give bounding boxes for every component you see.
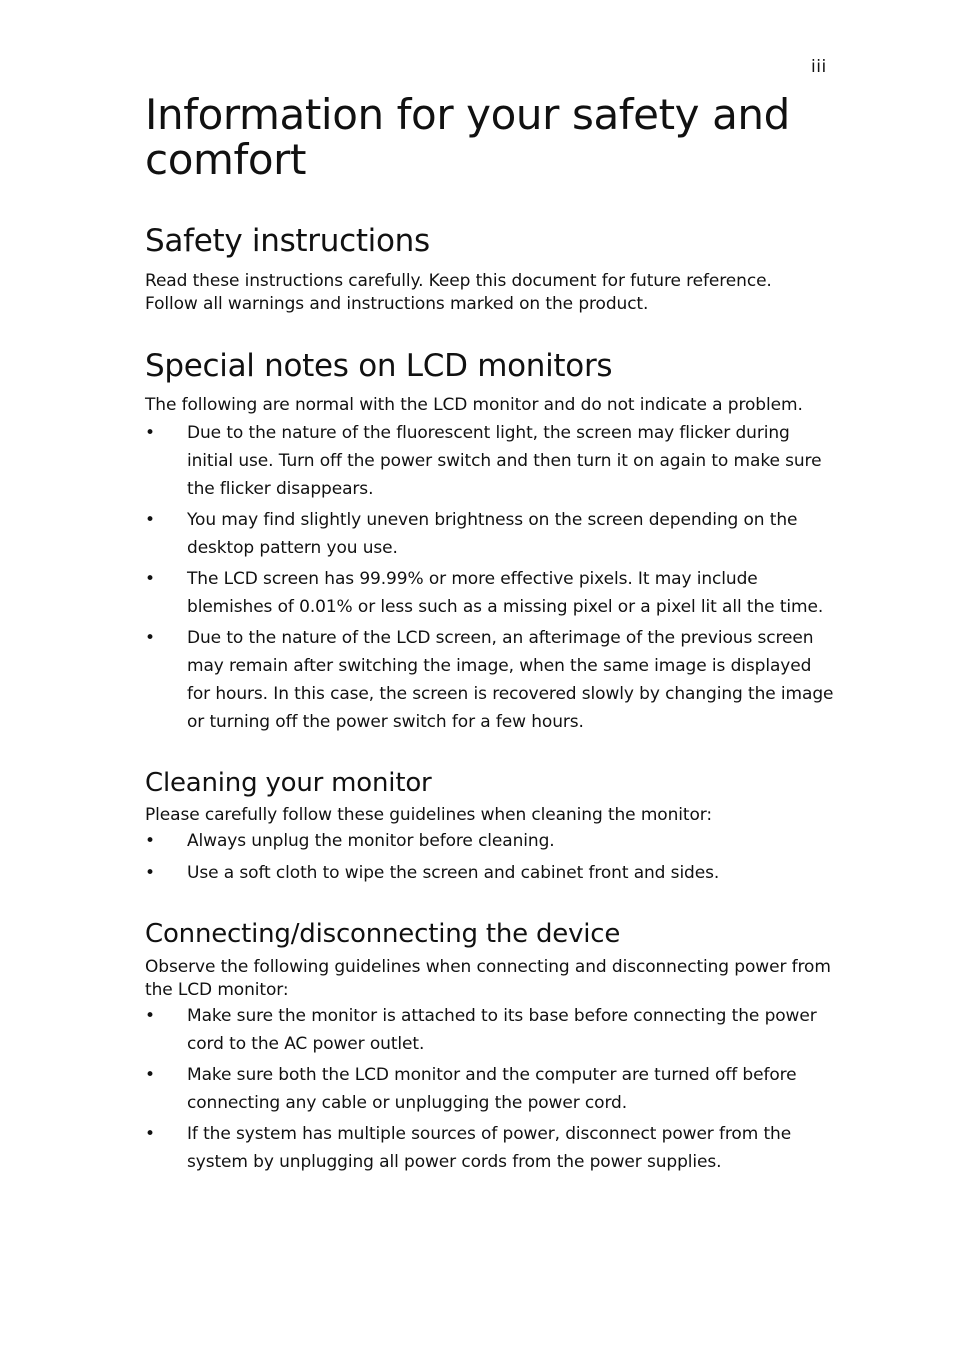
list-item-text: Due to the nature of the LCD screen, an afterimage of the previous screen may remain after switching the image, when the same image is displayed for hours. In this case, the screen is recovered slowly by changing the image or turning off the power switch for a few hours. [187, 628, 834, 732]
list-item-text: Make sure both the LCD monitor and the computer are turned off before connecting any cable or unplugging the power cord. [187, 1065, 797, 1113]
bullet-list [145, 827, 835, 887]
bullet-icon: • [145, 510, 155, 530]
list-item-text: Due to the nature of the fluorescent light, the screen may flicker during initial use. Turn off the power switch and then turn it on again to make sure the flicker disappears. [187, 423, 822, 499]
bullet-icon: • [145, 569, 155, 589]
list-item [145, 624, 835, 736]
bullet-icon: • [145, 423, 155, 443]
intro-line: Read these instructions carefully. Keep this document for future reference. [145, 271, 772, 291]
section-heading: Safety instructions [145, 223, 430, 259]
connecting-section [145, 918, 835, 1176]
bullet-icon: • [145, 831, 155, 851]
section-intro: Please carefully follow these guidelines when cleaning the monitor: [145, 805, 712, 825]
section-intro: Observe the following guidelines when connecting and disconnecting power from the LCD monitor: [145, 957, 831, 1000]
bullet-icon: • [145, 1065, 155, 1085]
intro-line: Follow all warnings and instructions marked on the product. [145, 294, 649, 314]
list-item-text: The LCD screen has 99.99% or more effective pixels. It may include blemishes of 0.01% or less such as a missing pixel or a pixel lit all the time. [187, 569, 824, 617]
list-item [145, 827, 835, 855]
bullet-icon: • [145, 863, 155, 883]
section-intro: The following are normal with the LCD monitor and do not indicate a problem. [145, 395, 803, 415]
list-item-text: Always unplug the monitor before cleaning. [187, 831, 555, 851]
list-item [145, 419, 835, 503]
section-intro [145, 270, 835, 316]
list-item-text: If the system has multiple sources of power, disconnect power from the system by unplugging all power cords from the power supplies. [187, 1124, 792, 1172]
bullet-list [145, 419, 835, 736]
bullet-icon: • [145, 1124, 155, 1144]
bullet-icon: • [145, 628, 155, 648]
bullet-icon: • [145, 1006, 155, 1026]
page-number: iii [811, 57, 827, 77]
list-item [145, 506, 835, 562]
list-item-text: Make sure the monitor is attached to its base before connecting the power cord to the AC power outlet. [187, 1006, 817, 1054]
list-item [145, 565, 835, 621]
page-title: Information for your safety and comfort [145, 90, 790, 184]
safety-section [145, 222, 835, 316]
section-heading: Special notes on LCD monitors [145, 348, 613, 384]
list-item [145, 1061, 835, 1117]
section-heading: Connecting/disconnecting the device [145, 919, 621, 949]
list-item-text: You may find slightly uneven brightness on the screen depending on the desktop pattern you use. [187, 510, 798, 558]
list-item-text: Use a soft cloth to wipe the screen and cabinet front and sides. [187, 863, 720, 883]
list-item [145, 859, 835, 887]
bullet-list [145, 1002, 835, 1176]
cleaning-section [145, 767, 835, 887]
document-body [145, 92, 835, 1176]
list-item [145, 1002, 835, 1058]
list-item [145, 1120, 835, 1176]
lcd-notes-section [145, 347, 835, 736]
section-heading: Cleaning your monitor [145, 768, 432, 798]
